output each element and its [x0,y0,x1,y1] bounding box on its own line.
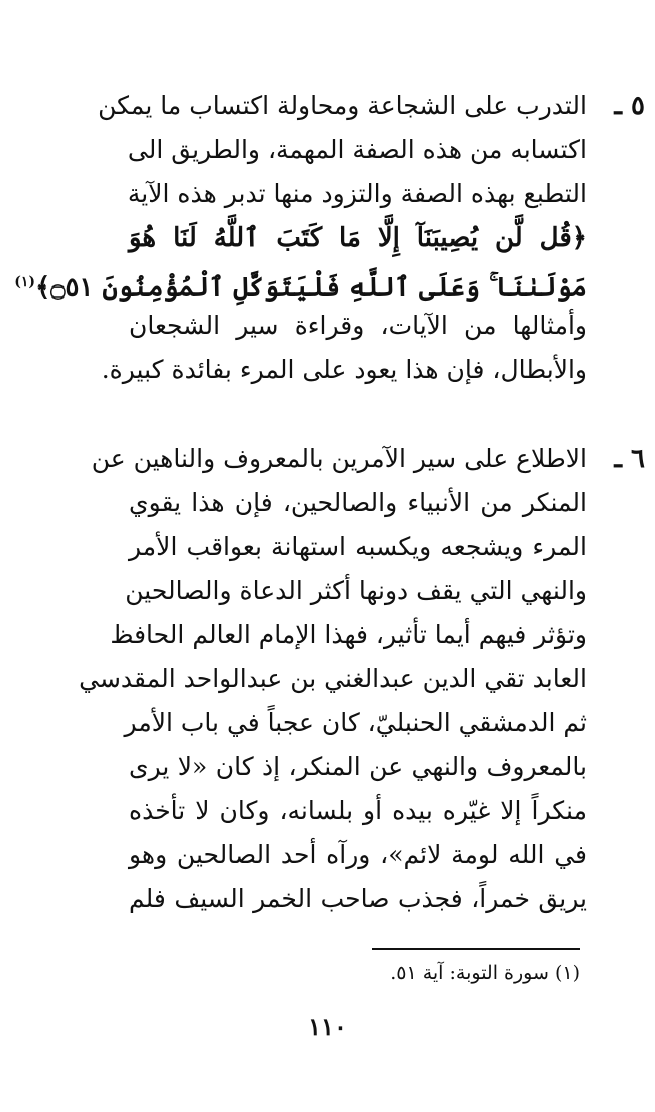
text-line: المنكر من الأنبياء والصالحين، فإن هذا يقوي [129,488,587,517]
text-line: التطبع بهذه الصفة والتزود منها تدبر هذه الآية [127,179,587,208]
text-line: ثم الدمشقي الحنبليّ، كان عجباً في باب الأمر [124,708,587,737]
text-line: المرء ويشجعه ويكسبه استهانة بعواقب الأمر [129,532,587,561]
text-line: والأبطال، فإن هذا يعود على المرء بفائدة كبيرة. [101,355,587,384]
text-line: بالمعروف والنهي عن المنكر، إذ كان «لا يرى [129,752,587,781]
quran-verse-text: مَوْلَىٰنَا ۚ وَعَلَى ٱللَّهِ فَلْيَتَوَكَّلِ ٱلْمُؤْمِنُونَ ۝٥١﴾ [35,272,587,303]
quran-verse-line: ﴿قُل لَّن يُصِيبَنَآ إِلَّا مَا كَتَبَ ٱللَّهُ لَنَا هُوَ [129,223,587,253]
text-line: والنهي التي يقف دونها أكثر الدعاة والصالحين [125,576,587,605]
quran-verse-line-with-ref [14,260,587,304]
text-line: في الله لومة لائم»، ورآه أحد الصالحين وهو [129,840,587,869]
text-line: منكراً إلا غيّره بيده أو بلسانه، وكان لا تأخذه [129,796,587,825]
text-line: وأمثالها من الآيات، وقراءة سير الشجعان [129,311,587,340]
footnote-reference[interactable]: (١) [14,274,36,290]
footnote-divider [372,948,580,950]
item-number: ٥ ـ [614,91,645,121]
item-number: ٦ ـ [614,444,645,474]
list-item-5 [14,84,645,392]
list-item-6 [79,437,645,921]
text-line: اكتسابه من هذه الصفة المهمة، والطريق الى [127,135,587,164]
text-line: وتؤثر فيهم أيما تأثير، فهذا الإمام العالم الحافظ [110,620,587,649]
text-line: الاطلاع على سير الآمرين بالمعروف والناهين عن [91,444,587,473]
text-line: يريق خمراً، فجذب صاحب الخمر السيف فلم [129,884,587,913]
footnote: (١) سورة التوبة: آية ٥١. [390,962,580,984]
text-line: العابد تقي الدين عبدالغني بن عبدالواحد المقدسي [79,664,587,693]
text-line: التدرب على الشجاعة ومحاولة اكتساب ما يمكن [98,91,587,120]
page-number: ١١٠ [308,1012,347,1041]
